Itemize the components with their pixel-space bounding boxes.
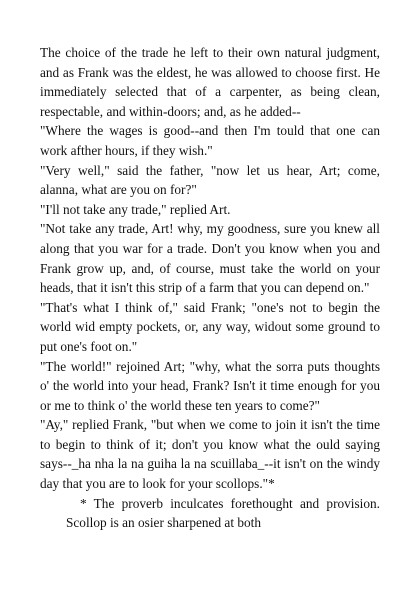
paragraph-6: "That's what I think of," said Frank; "one's not to begin the world wid empty pockets, or, any way, widout some ground to put one's foot on." — [40, 299, 380, 354]
paragraph-8: "Ay," replied Frank, "but when we come to join it isn't the time to begin to think of it; don't you know what the ould saying says--_ha nha la na guiha la na scuillaba_--it isn't on the windy day that you are to look for your scollops."* — [40, 417, 380, 492]
footnote-part-2: Scollop is an osier sharpened at both — [66, 515, 261, 531]
paragraph-4: "I'll not take any trade," replied Art. — [40, 201, 231, 217]
paragraph-2: "Where the wages is good--and then I'm tould that one can work afther hours, if they wish." — [40, 123, 380, 158]
footnote-part-1: * The proverb inculcates forethought and provision. — [80, 495, 380, 511]
paragraph-3: "Very well," said the father, "now let us hear, Art; come, alanna, what are you on for?" — [40, 162, 380, 198]
footnote — [40, 494, 380, 533]
paragraph-5: "Not take any trade, Art! why, my goodness, sure you knew all along that you war for a trade. Don't you know when you and Frank grow up, and, of course, must take the world on your heads, that it isn't this strip of a farm that you can depend on." — [40, 221, 380, 296]
body-text — [40, 43, 380, 533]
paragraph-7: "The world!" rejoined Art; "why, what the sorra puts thoughts o' the world into your head, Frank? Isn't it time enough for you or me to think o' the world these ten years to come?" — [40, 358, 380, 413]
paragraph-1: The choice of the trade he left to their own natural judgment, and as Frank was the eldest, he was allowed to choose first. He immediately selected that of a carpenter, as being clean, respectable, and within-doors; and, as he added-- — [40, 45, 380, 119]
